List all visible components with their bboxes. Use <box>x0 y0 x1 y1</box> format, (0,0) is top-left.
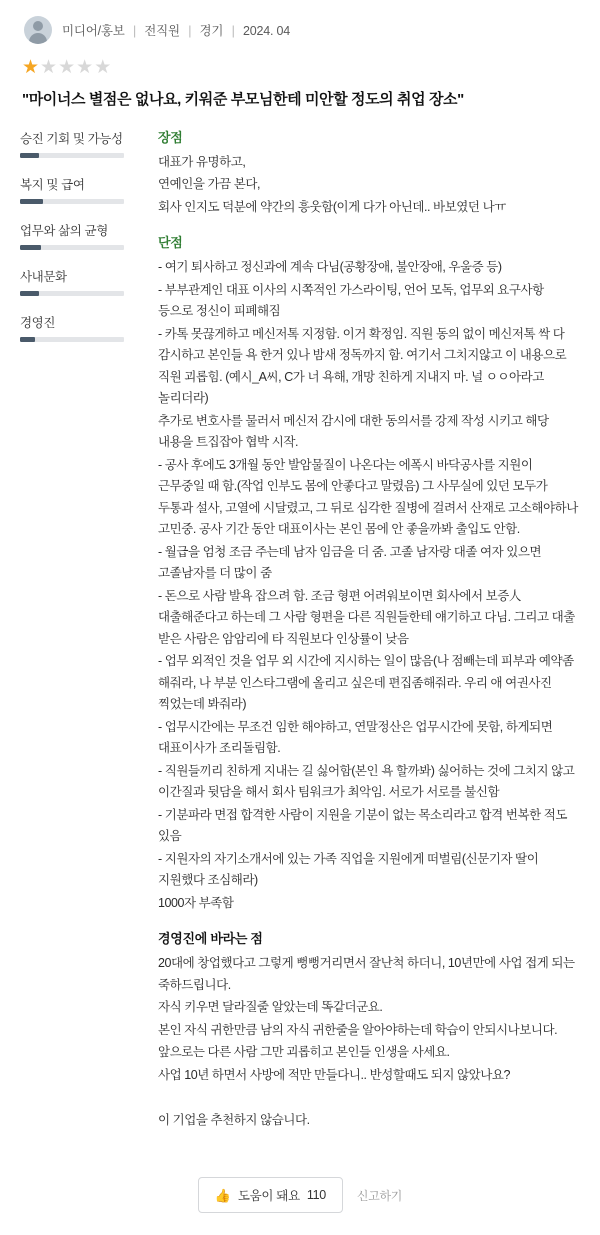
review-header <box>20 14 580 56</box>
review-meta <box>62 21 290 39</box>
star-icon-3: ★ <box>58 57 76 78</box>
thumbs-up-icon: 👍 <box>214 1187 231 1203</box>
category-rating-item <box>20 175 148 204</box>
cons-block <box>158 232 580 914</box>
helpful-button[interactable] <box>198 1177 343 1213</box>
report-link[interactable]: 신고하기 <box>356 1188 403 1203</box>
cons-line: - 직원들끼리 친하게 지내는 길 싫어함(본인 욕 할까봐) 싫어하는 것에 그치지 않고 이간질과 뒷담을 해서 회사 팀워크가 최악임. 서로가 서로를 불신함 <box>158 763 575 800</box>
cons-line: - 부부관계인 대표 이사의 시쪽적인 가스라이팅, 언어 모독, 업무외 요구사항 등으로 정신이 피폐해짐 <box>158 282 544 319</box>
to-executives-spacer <box>158 1087 580 1109</box>
category-rating-list <box>20 127 148 359</box>
cons-line: - 지원자의 자기소개서에 있는 가족 직업을 지원에게 떠벌림(신문기자 딸이 지원했다 조심해라) <box>158 851 539 888</box>
category-bar-worklife <box>20 245 124 250</box>
pros-heading: 장점 <box>158 129 183 145</box>
to-executives-line: 사업 10년 하면서 사방에 적만 만들다니.. 반성할때도 되지 않았나요? <box>158 1067 510 1082</box>
star-rating <box>20 56 580 89</box>
to-executives-line: 자식 키우면 달라질줄 알았는데 똑같더군요. <box>158 1000 383 1015</box>
cons-line: - 월급을 엄청 조금 주는데 남자 임금을 더 줌. 고졸 남자랑 대졸 여자 있으면 고졸남자를 더 많이 줌 <box>158 544 542 581</box>
category-rating-item <box>20 221 148 250</box>
cons-heading: 단점 <box>158 235 183 251</box>
meta-separator-1: | <box>132 24 136 38</box>
review-text-content <box>158 127 580 1152</box>
star-icon-1: ★ <box>22 57 40 78</box>
category-rating-item <box>20 267 148 296</box>
category-label-worklife: 업무와 삶의 균형 <box>20 223 108 238</box>
to-executives-block <box>158 928 580 1131</box>
cons-line: - 카톡 못끊게하고 메신저톡 지정함. 이거 확정임. 직원 동의 없이 메신저톡 싹 다 감시하고 본인들 욕 한거 있나 밤새 정독까지 함. 여기서 그치지않고 이 내용으로 직원 괴롭힘. (예시_A씨, C가 너 욕해, 개망 친하게 지내지 마. 널 ㅇㅇ아라고 놀리더라) <box>158 326 567 406</box>
meta-location: 경기 <box>199 24 224 38</box>
pros-line: 연예인을 가끔 본다, <box>158 177 261 192</box>
to-executives-heading: 경영진에 바라는 점 <box>158 931 263 947</box>
meta-employment: 전직원 <box>144 24 180 38</box>
category-bar-culture <box>20 291 124 296</box>
pros-line: 회사 인지도 덕분에 약간의 흥웃함(이게 다가 아닌데.. 바보였던 나ㅠ <box>158 199 506 214</box>
category-rating-item <box>20 313 148 342</box>
cons-line: - 돈으로 사람 발욕 잡으려 함. 조금 형편 어려워보이면 회사에서 보증人 대출해준다고 하는데 그 사람 형편을 다른 직원들한테 얘기하고 다님. 그리고 대출 받은 사람은 암암리에 타 직원보다 인상률이 낮음 <box>158 588 575 646</box>
to-executives-line: 본인 자식 귀한만큼 남의 자식 귀한줄을 알아야하는데 학습이 안되시나보니다. <box>158 1022 558 1037</box>
meta-department: 미디어/홍보 <box>62 24 125 38</box>
pros-block <box>158 127 580 219</box>
meta-date: 2024. 04 <box>242 24 290 38</box>
category-rating-item <box>20 129 148 158</box>
review-footer <box>20 1151 580 1235</box>
category-bar-management <box>20 337 124 342</box>
cons-line: 추가로 변호사를 물러서 메신저 감시에 대한 동의서를 강제 작성 시키고 해당 내용을 트집잡아 협박 시작. <box>158 413 549 450</box>
helpful-label: 도움이 돼요 <box>237 1189 300 1204</box>
category-label-culture: 사내문화 <box>20 269 67 284</box>
cons-line: - 기분파라 면접 합격한 사람이 지원을 기분이 없는 목소리라고 합격 번복한 적도 있음 <box>158 807 567 844</box>
cons-line: 1000자 부족함 <box>158 895 234 910</box>
category-bar-promotion <box>20 153 124 158</box>
cons-line: - 업무시간에는 무조건 임한 해야하고, 연말정산은 업무시간에 못함, 하게되면 대표이사가 조리돌림함. <box>158 719 553 756</box>
category-bar-welfare <box>20 199 124 204</box>
category-label-welfare: 복지 및 급여 <box>20 177 85 192</box>
avatar <box>24 16 52 44</box>
recommendation-line: 이 기업을 추천하지 않습니다. <box>158 1112 310 1127</box>
star-icon-2: ★ <box>40 57 58 78</box>
review-body <box>20 127 580 1152</box>
cons-line: - 여기 퇴사하고 정신과에 계속 다님(공황장애, 불안장애, 우울증 등) <box>158 260 502 275</box>
category-label-management: 경영진 <box>20 315 56 330</box>
cons-line: - 공사 후에도 3개월 동안 발암물질이 나온다는 에폭시 바닥공사를 지원이 근무중일 때 함.(작업 인부도 몸에 안좋다고 말렸음) 그 사무실에 있던 모두가 두통과 설사, 고열에 시달렸고, 그 뒤로 심각한 질병에 걸려서 산재로 고소해야하나 고민중. 공사 기간 동안 대표이사는 본인 몸에 안 좋을까봐 출입도 안함. <box>158 457 578 537</box>
star-icon-5: ★ <box>94 57 112 78</box>
to-executives-line: 앞으로는 다른 사람 그만 괴롭히고 본인들 인생을 사세요. <box>158 1045 450 1060</box>
review-title: "마이너스 별점은 없나요, 키워준 부모님한테 미안할 정도의 취업 장소" <box>22 91 464 108</box>
pros-line: 대표가 유명하고, <box>158 154 246 169</box>
helpful-count: 110 <box>306 1188 326 1203</box>
to-executives-line: 20대에 창업했다고 그렇게 뻥뻥거리면서 잘난척 하더니, 10년만에 사업 접게 되는 죽하드립니다. <box>158 956 575 992</box>
cons-line: - 업무 외적인 것을 업무 외 시간에 지시하는 일이 많음(나 점빼는데 피부과 예약좀 해줘라, 나 부분 인스타그램에 올리고 싶은데 편집좀해줘라. 우리 애 여권사진 찍었는데 봐줘라) <box>158 654 574 712</box>
meta-separator-3: | <box>231 24 235 38</box>
category-label-promotion: 승진 기회 및 가능성 <box>20 131 123 146</box>
meta-separator-2: | <box>188 24 192 38</box>
star-icon-4: ★ <box>76 57 94 78</box>
